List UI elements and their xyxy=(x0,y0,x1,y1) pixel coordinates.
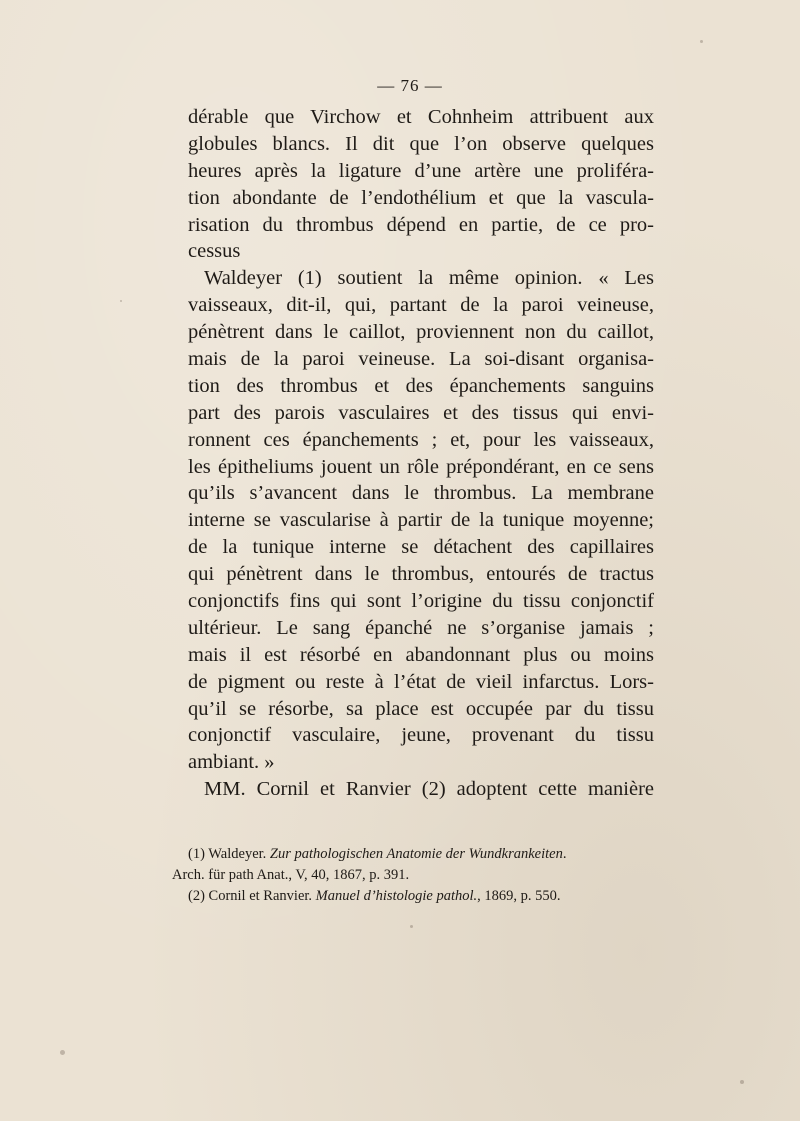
text-line: ronnent ces épanchements ; et, pour les vaisseaux, xyxy=(188,428,654,451)
text-line: de pigment ou reste à l’état de vieil infarctus. Lors- xyxy=(188,670,654,693)
text-line: risation du thrombus dépend en partie, de ce pro- xyxy=(188,213,654,236)
text-line: tion des thrombus et des épanchements sanguins xyxy=(188,374,654,397)
paper-speck xyxy=(60,1050,65,1055)
text-line: dérable que Virchow et Cohnheim attribuent aux xyxy=(188,106,654,128)
text-line: tion abondante de l’endothélium et que la vascula- xyxy=(188,186,654,209)
text-line: globules blancs. Il dit que l’on observe quelques xyxy=(188,132,654,155)
footnote-1-end: . xyxy=(562,846,567,862)
text-line: mais de la paroi veineuse. La soi-disant organisa- xyxy=(188,348,654,371)
text-line: de la tunique interne se détachent des capillaires xyxy=(188,536,654,559)
footnote-1-ref: (1) Waldeyer. xyxy=(188,846,270,862)
text-line: pénètrent dans le caillot, proviennent non du caillot, xyxy=(188,321,654,344)
text-line: conjonctifs fins qui sont l’origine du tissu conjonctif xyxy=(188,590,654,613)
text-line: qu’ils s’avancent dans le thrombus. La membrane xyxy=(188,482,654,505)
footnotes xyxy=(172,844,662,907)
text-line: MM. Cornil et Ranvier (2) adoptent cette manière xyxy=(204,778,654,801)
text-line: les épitheliums jouent un rôle prépondérant, en ce sens xyxy=(188,455,654,478)
footnote-2 xyxy=(172,886,662,907)
footnote-1 xyxy=(172,844,662,865)
text-line: vaisseaux, dit-il, qui, partant de la paroi veineuse, xyxy=(188,294,654,317)
footnote-2-ref: (2) Cornil et Ranvier. xyxy=(188,888,316,904)
text-line: mais il est résorbé en abandonnant plus ou moins xyxy=(188,643,654,666)
text-line: ultérieur. Le sang épanché ne s’organise jamais ; xyxy=(188,616,654,639)
footnote-1-continuation: Arch. für path Anat., V, 40, 1867, p. 391. xyxy=(172,867,410,883)
text-line: ambiant. » xyxy=(188,751,275,774)
footnote-2-end: , 1869, p. 550. xyxy=(477,888,561,904)
page-number: — 76 — xyxy=(377,76,443,95)
footnote-2-title: Manuel d’histologie pathol. xyxy=(315,888,478,904)
text-line: Waldeyer (1) soutient la même opinion. « Les xyxy=(204,267,654,290)
paper-speck xyxy=(700,40,703,43)
text-line: qu’il se résorbe, sa place est occupée par du tissu xyxy=(188,697,654,720)
text-line: heures après la ligature d’une artère une proliféra- xyxy=(188,159,654,182)
text-line: conjonctif vasculaire, jeune, provenant du tissu xyxy=(188,724,654,747)
paper-speck xyxy=(120,300,122,302)
body-text xyxy=(188,104,654,803)
text-line: cessus xyxy=(188,240,241,263)
paper-speck xyxy=(410,925,413,928)
text-line: part des parois vasculaires et des tissus qui envi- xyxy=(188,401,654,424)
text-line: qui pénètrent dans le thrombus, entourés de tractus xyxy=(188,563,654,586)
footnote-1-title: Zur pathologischen Anatomie der Wundkrankeiten xyxy=(269,846,563,862)
paper-speck xyxy=(740,1080,744,1084)
text-line: interne se vascularise à partir de la tunique moyenne; xyxy=(188,509,654,532)
